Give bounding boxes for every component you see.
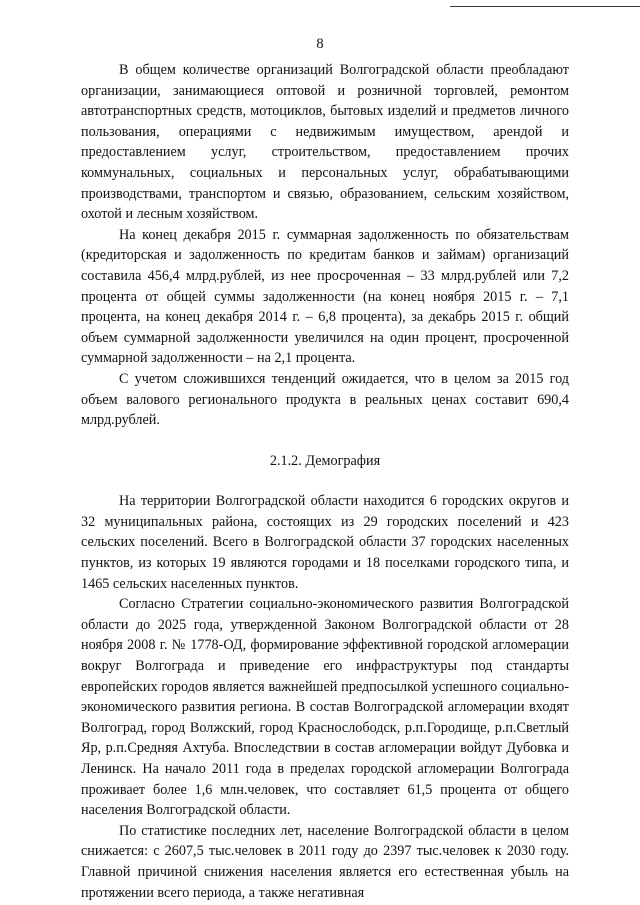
document-body — [81, 60, 569, 903]
paragraph-debt: На конец декабря 2015 г. суммарная задолженность по обязательствам (кредиторская и задолженность по кредитам банков и займам) организаций составила 456,4 млрд.рублей, из нее просроченная – 33 млрд.рублей или 7,2 процента от общей суммы задолженности (на конец ноября 2015 г. – 7,1 процента, на конец декабря 2014 г. – 6,8 процента), за декабрь 2015 г. общий объем суммарной задолженности увеличился на один процент, просроченной суммарной задолженности – на 2,1 процента. — [81, 226, 569, 367]
page-number: 8 — [316, 36, 324, 52]
paragraph-organizations: В общем количестве организаций Волгоградской области преобладают организации, занимающиеся оптовой и розничной торговлей, ремонтом автотранспортных средств, мотоциклов, бытовых изделий и предметов личного пользования, операциями с недвижимым имуществом, арендой и предоставлением услуг, строительством, предоставлением прочих коммунальных, социальных и персональных услуг, обрабатывающими производствами, транспортом и связью, образованием, сельским хозяйством, охотой и лесным хозяйством. — [81, 62, 569, 223]
paragraph-population: По статистике последних лет, население Волгоградской области в целом снижается: с 2607,5 тыс.человек в 2011 году до 2397 тыс.человек к 2030 году. Главной причиной снижения населения является его естественная убыль на протяжении всего периода, а также негативная — [81, 822, 569, 901]
section-heading: 2.1.2. Демография — [269, 452, 381, 469]
paragraph-agglomeration: Согласно Стратегии социально-экономического развития Волгоградской области до 2025 года, утвержденной Законом Волгоградской области от 28 ноября 2008 г. № 1778-ОД, формирование эффективной городской агломерации вокруг Волгограда и приведение его инфраструктуры под стандарты европейских городов является важнейшей предпосылкой успешного социально-экономического развития региона. В состав Волгоградской агломерации входят Волгоград, город Волжский, город Краснослободск, р.п.Городище, р.п.Светлый Яр, р.п.Средняя Ахтуба. Впоследствии в состав агломерации войдут Дубовка и Ленинск. На начало 2011 года в пределах городской агломерации Волгограда проживает более 1,6 млн.человек, что составляет 61,5 процента от общего населения Волгоградской области. — [81, 596, 569, 819]
paragraph-grp-forecast: С учетом сложившихся тенденций ожидается, что в целом за 2015 год объем валового регионального продукта в реальных ценах составит 690,4 млрд.рублей. — [81, 370, 569, 429]
paragraph-territory: На территории Волгоградской области находится 6 городских округов и 32 муниципальных района, состоящих из 29 городских поселений и 423 сельских поселений. Всего в Волгоградской области 37 городских населенных пунктов, из которых 19 являются городами и 18 поселками городского типа, и 1465 сельских населенных пунктов. — [81, 493, 569, 592]
top-rule — [450, 6, 640, 7]
